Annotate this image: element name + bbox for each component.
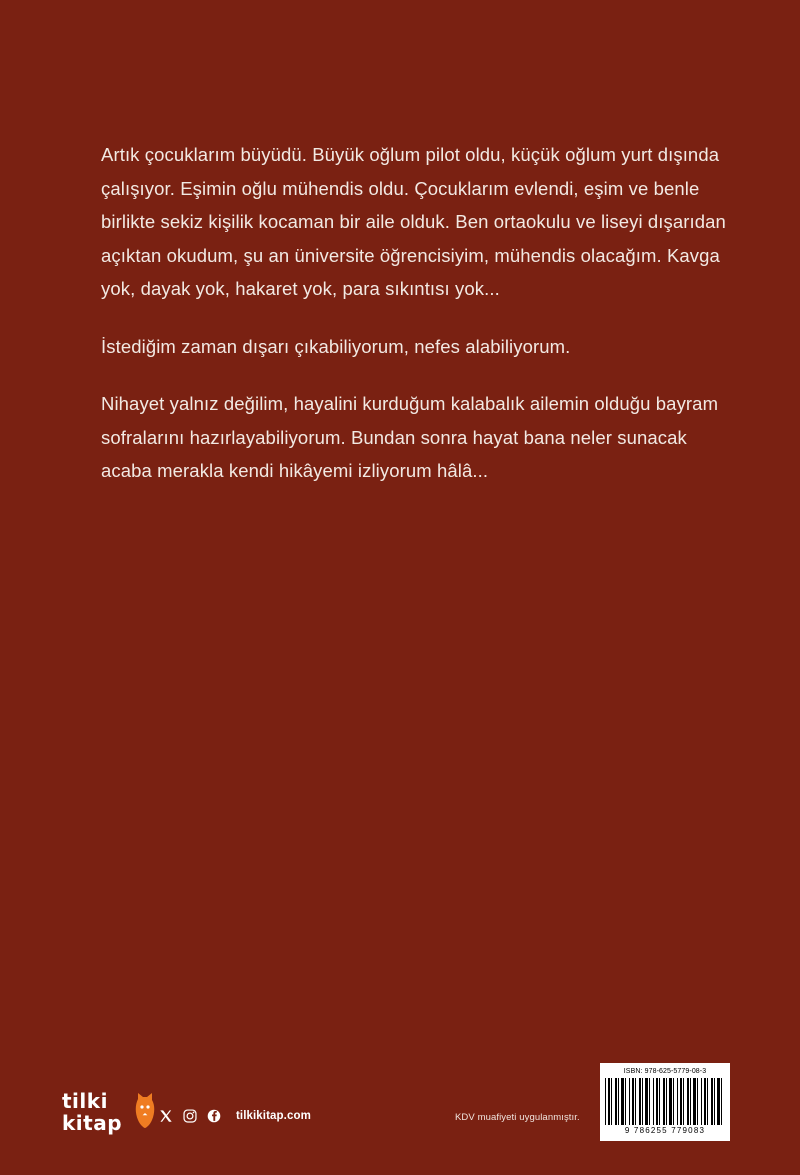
blurb-paragraph-2: İstediğim zaman dışarı çıkabiliyorum, nefes alabiliyorum. [101, 335, 571, 357]
kdv-note: KDV muafiyeti uygulanmıştır. [455, 1112, 580, 1123]
publisher-logo-line2: kitap [62, 1111, 123, 1135]
instagram-icon[interactable] [182, 1108, 197, 1123]
barcode-digits: 9 786255 779083 [624, 1126, 706, 1135]
blurb-paragraph-3: Nihayet yalnız değilim, hayalini kurduğum kalabalık ailemin olduğu bayram sofralarını hazırlayabiliyorum. Bundan sonra hayat bana neler sunacak acaba merakla kendi hikâyemi izliyorum hâlâ... [101, 393, 719, 481]
publisher-logo [62, 1091, 154, 1135]
x-twitter-icon[interactable] [158, 1108, 173, 1123]
publisher-logo-line1: tilki [62, 1089, 108, 1113]
facebook-icon[interactable] [206, 1108, 221, 1123]
cover-footer [0, 1015, 800, 1175]
social-handle[interactable]: tilkikitap.com [236, 1109, 311, 1122]
barcode-block [600, 1063, 730, 1141]
isbn-label: ISBN: 978-625-5779-08-3 [623, 1068, 707, 1075]
fox-icon [134, 1093, 156, 1129]
blurb-text [101, 138, 729, 488]
social-links[interactable] [158, 1108, 311, 1123]
blurb-paragraph-1: Artık çocuklarım büyüdü. Büyük oğlum pilot oldu, küçük oğlum yurt dışında çalışıyor. Eşimin oğlu mühendis oldu. Çocuklarım evlendi, eşim ve benle birlikte sekiz kişilik kocaman bir aile olduk. Ben ortaokulu ve liseyi dışarıdan açıktan okudum, şu an üniversite öğrencisiyim, mühendis olacağım. Kavga yok, dayak yok, hakaret yok, para sıkıntısı yok... [101, 144, 726, 299]
barcode-bars [605, 1078, 725, 1125]
